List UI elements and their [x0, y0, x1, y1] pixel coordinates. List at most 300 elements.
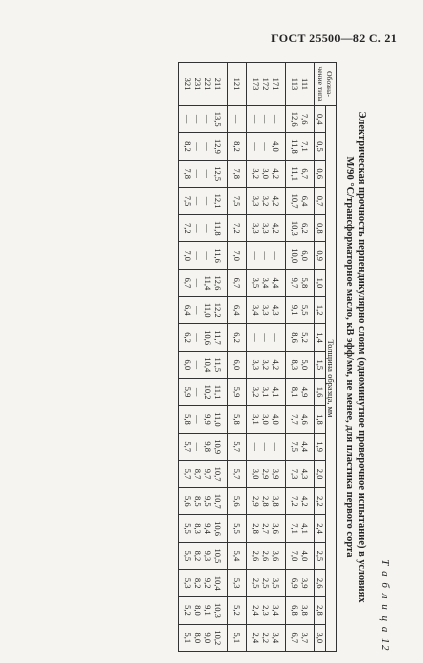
strength-value: —	[193, 114, 203, 124]
strength-value: 8,2	[193, 550, 203, 562]
strength-value: 6,2	[300, 223, 310, 234]
type-code: 171	[271, 77, 281, 91]
value-cell	[228, 160, 247, 187]
strength-value: 11,0	[203, 302, 213, 318]
value-cell	[247, 187, 286, 214]
strength-value: 3,5	[271, 577, 281, 589]
type-code: 221	[203, 77, 213, 91]
strength-value: 7,0	[232, 250, 242, 261]
thickness-header: 0,4	[315, 106, 326, 133]
strength-value: 2,3	[261, 605, 271, 616]
value-cell	[286, 351, 315, 378]
strength-value: 6,0	[183, 359, 193, 371]
value-cell	[228, 106, 247, 133]
strength-value: 10,7	[213, 466, 223, 482]
value-cell	[228, 406, 247, 433]
strength-value: 2,2	[261, 632, 271, 644]
strength-value: —	[193, 333, 203, 342]
strength-value: 7,1	[300, 141, 310, 152]
value-cell	[179, 378, 228, 405]
value-cell	[179, 624, 228, 651]
strength-value: 5,7	[232, 468, 242, 480]
strength-value: 11,4	[203, 275, 213, 291]
strength-value: 5,7	[183, 468, 193, 480]
strength-value: —	[271, 251, 281, 260]
strength-value: 10,6	[203, 330, 213, 345]
strength-value: 11,0	[213, 412, 223, 427]
strength-value: 13,5	[213, 111, 223, 127]
strength-value: 4,4	[300, 441, 310, 453]
strength-value: 6,2	[183, 332, 193, 343]
strength-value: 3,4	[271, 605, 281, 616]
type-code: 172	[261, 77, 271, 91]
strength-value: 10,4	[203, 357, 213, 373]
value-cell	[228, 488, 247, 515]
value-cell	[247, 488, 286, 515]
strength-value: 7,2	[183, 223, 193, 234]
strength-value: 7,6	[300, 113, 310, 125]
strength-value: 5,5	[183, 550, 193, 562]
value-cell	[247, 406, 286, 433]
thickness-header: 0,5	[315, 133, 326, 160]
thickness-header: 0,6	[315, 160, 326, 187]
thickness-header: 2,8	[315, 597, 326, 624]
strength-value: —	[251, 142, 261, 151]
strength-value: 4,2	[271, 195, 281, 207]
value-cell	[228, 269, 247, 296]
value-cell	[228, 597, 247, 624]
strength-value: 3,2	[251, 386, 261, 398]
value-cell	[179, 133, 228, 160]
value-cell	[247, 433, 286, 460]
value-cell	[286, 406, 315, 433]
strength-value: 3,6	[271, 550, 281, 562]
strength-value: 6,0	[300, 250, 310, 261]
strength-value: —	[251, 114, 261, 124]
value-cell	[179, 269, 228, 296]
strength-value: 3,3	[261, 223, 271, 234]
value-cell	[286, 133, 315, 160]
value-cell	[286, 324, 315, 351]
strength-value: 11,8	[213, 221, 223, 236]
value-cell	[286, 106, 315, 133]
page-header: ГОСТ 25500—82 С. 21	[271, 31, 397, 45]
thickness-header: 2,6	[315, 570, 326, 597]
value-cell	[286, 597, 315, 624]
strength-value: 4,9	[300, 386, 310, 398]
strength-value: 5,7	[232, 441, 242, 453]
value-cell	[286, 215, 315, 242]
value-cell	[179, 570, 228, 597]
strength-value: 11,1	[290, 166, 300, 182]
value-cell	[228, 542, 247, 569]
value-cell	[228, 515, 247, 542]
strength-value: 4,0	[300, 550, 310, 562]
strength-value: 3,0	[251, 468, 261, 480]
strength-value: 9,3	[203, 550, 213, 562]
strength-value: 2,6	[261, 550, 271, 562]
thickness-header: 1,8	[315, 406, 326, 433]
strength-value: —	[261, 142, 271, 151]
strength-value: —	[203, 251, 213, 260]
strength-value: 9,4	[203, 523, 213, 534]
strength-value: 10,7	[290, 193, 300, 209]
strength-value: 5,5	[183, 523, 193, 534]
strength-value: 8,1	[290, 386, 300, 398]
strength-value: 5,0	[300, 359, 310, 371]
value-cell	[286, 297, 315, 324]
strength-value: —	[193, 278, 203, 288]
strength-value: 2,5	[251, 577, 261, 589]
value-cell	[179, 297, 228, 324]
value-cell	[179, 542, 228, 569]
strength-value: 5,7	[183, 441, 193, 453]
strength-value: —	[261, 251, 271, 260]
value-cell	[228, 215, 247, 242]
strength-value: 5,2	[232, 605, 242, 616]
strength-value: 6,7	[183, 277, 193, 289]
strength-value: 6,4	[183, 304, 193, 316]
strength-value: 5,9	[183, 386, 193, 398]
strength-value: 8,2	[183, 141, 193, 152]
strength-value: 8,0	[193, 605, 203, 616]
strength-value: 8,6	[290, 332, 300, 343]
strength-value: 10,4	[213, 575, 223, 591]
value-cell	[286, 570, 315, 597]
type-codes-cell	[228, 63, 247, 106]
strength-value: 3,1	[261, 386, 271, 398]
strength-value: 2,8	[261, 495, 271, 507]
strength-value: 2,9	[261, 468, 271, 480]
strength-value: 4,2	[271, 168, 281, 180]
strength-value: 9,8	[203, 441, 213, 453]
strength-value: 3,2	[251, 168, 261, 180]
strength-value: 10,3	[213, 603, 223, 618]
value-cell	[286, 160, 315, 187]
strength-value: —	[271, 333, 281, 342]
strength-value: 2,9	[251, 495, 261, 507]
rotated-table-block	[35, 62, 395, 652]
strength-value: 3,0	[261, 168, 271, 180]
value-cell	[179, 242, 228, 269]
strength-value: 9,9	[203, 414, 213, 425]
value-cell	[228, 624, 247, 651]
value-cell	[179, 324, 228, 351]
strength-value: 3,7	[300, 632, 310, 644]
value-cell	[247, 297, 286, 324]
strength-value: 6,9	[290, 577, 300, 589]
strength-value: 9,1	[203, 605, 213, 616]
table-number: Т а б л и ц а 12	[379, 559, 391, 652]
strength-value: —	[203, 169, 213, 178]
thickness-header: 0,7	[315, 187, 326, 214]
strength-value: 4,1	[271, 386, 281, 398]
type-codes-cell	[179, 63, 228, 106]
strength-value: 3,3	[251, 195, 261, 207]
strength-value: 4,6	[300, 414, 310, 425]
strength-value: 2,5	[261, 577, 271, 589]
value-cell	[179, 488, 228, 515]
table-row	[286, 63, 315, 652]
strength-value: 5,3	[183, 577, 193, 589]
strength-value: 11,5	[213, 357, 223, 373]
strength-value: 10,0	[290, 248, 300, 264]
value-cell	[228, 433, 247, 460]
value-cell	[286, 515, 315, 542]
strength-value: 6,7	[300, 168, 310, 180]
value-cell	[228, 324, 247, 351]
strength-value: 2,6	[251, 550, 261, 562]
strength-value: 7,0	[290, 550, 300, 562]
table-title	[343, 62, 367, 652]
strength-value: 7,5	[290, 441, 300, 453]
strength-value: 3,9	[271, 468, 281, 480]
strength-value: 3,0	[261, 414, 271, 425]
strength-value: —	[193, 387, 203, 397]
value-cell	[247, 460, 286, 487]
value-cell	[247, 215, 286, 242]
strength-value: 7,2	[290, 495, 300, 507]
strength-value: —	[271, 442, 281, 451]
strength-value: —	[203, 114, 213, 124]
strength-value: 9,0	[203, 632, 213, 644]
strength-value: 2,4	[251, 632, 261, 644]
strength-value: 5,6	[183, 495, 193, 507]
strength-value: 8,3	[193, 523, 203, 534]
table-title-line2: М/90 °С/трансформаторное масло, кВ эфф/мм, не менее, для пластика первого сорта	[344, 156, 355, 558]
strength-value: 6,8	[290, 605, 300, 616]
value-cell	[286, 269, 315, 296]
strength-value: 5,2	[183, 605, 193, 616]
strength-value: 4,3	[300, 468, 310, 480]
value-cell	[247, 351, 286, 378]
value-cell	[247, 133, 286, 160]
strength-value: 4,2	[300, 495, 310, 507]
strength-value: 10,6	[213, 521, 223, 537]
value-cell	[228, 378, 247, 405]
strength-value: 8,2	[193, 577, 203, 589]
value-cell	[286, 460, 315, 487]
type-code: 211	[213, 77, 223, 91]
strength-value: 2,7	[261, 523, 271, 534]
table-body	[179, 63, 315, 652]
strength-value: 3,2	[261, 195, 271, 207]
strength-value: —	[193, 224, 203, 233]
strength-value: 10,3	[290, 220, 300, 236]
strength-value: 3,4	[261, 277, 271, 289]
strength-value: 6,2	[232, 332, 242, 343]
strength-value: —	[193, 169, 203, 178]
value-cell	[228, 351, 247, 378]
strength-value: —	[203, 224, 213, 233]
strength-value: 12,9	[213, 139, 223, 154]
strength-value: 4,2	[271, 223, 281, 234]
thickness-header: 1,9	[315, 433, 326, 460]
strength-value: 3,4	[271, 632, 281, 644]
table-row	[179, 63, 228, 652]
strength-value: 9,7	[203, 468, 213, 480]
type-code: 113	[290, 77, 300, 91]
value-cell	[179, 187, 228, 214]
strength-value: 5,3	[232, 577, 242, 589]
type-code: 121	[232, 77, 242, 91]
strength-value: —	[193, 305, 203, 315]
value-cell	[179, 106, 228, 133]
strength-value: 9,7	[290, 277, 300, 289]
strength-value: 10,2	[203, 384, 213, 400]
strength-value: 5,5	[300, 304, 310, 316]
strength-value: —	[193, 415, 203, 424]
strength-value: 4,0	[271, 414, 281, 425]
type-code: 231	[193, 77, 203, 91]
value-cell	[179, 460, 228, 487]
type-column-header: Обозна-чение типа	[315, 63, 337, 106]
strength-value: —	[261, 333, 271, 342]
strength-value: 4,0	[271, 141, 281, 152]
strength-value: —	[251, 333, 261, 342]
thickness-header: 2,4	[315, 515, 326, 542]
value-cell	[247, 515, 286, 542]
table-row	[228, 63, 247, 652]
strength-value: 5,4	[232, 550, 242, 562]
type-code: 111	[300, 77, 310, 91]
strength-value: 2,4	[251, 605, 261, 616]
value-cell	[247, 106, 286, 133]
strength-value: 7,1	[290, 523, 300, 534]
value-cell	[228, 187, 247, 214]
strength-value: 7,5	[232, 195, 242, 207]
strength-value: 5,5	[232, 523, 242, 534]
strength-value: —	[203, 142, 213, 151]
strength-value: 9,1	[290, 304, 300, 316]
data-table	[178, 62, 337, 652]
value-cell	[228, 133, 247, 160]
thickness-header: 2,5	[315, 542, 326, 569]
value-cell	[286, 242, 315, 269]
value-cell	[247, 324, 286, 351]
thickness-header: 0,9	[315, 242, 326, 269]
strength-value: —	[203, 196, 213, 206]
type-code: 321	[183, 77, 193, 91]
value-cell	[179, 515, 228, 542]
table-row	[247, 63, 286, 652]
value-cell	[286, 624, 315, 651]
value-cell	[179, 597, 228, 624]
strength-value: 7,0	[183, 250, 193, 261]
strength-value: 3,8	[300, 605, 310, 616]
thickness-header-row	[315, 63, 326, 652]
strength-value: 8,3	[290, 359, 300, 371]
value-cell	[247, 269, 286, 296]
strength-value: 6,7	[290, 632, 300, 644]
strength-value: 12,1	[213, 193, 223, 209]
strength-value: —	[232, 114, 242, 124]
strength-value: 5,6	[232, 495, 242, 507]
strength-value: 6,7	[232, 277, 242, 289]
value-cell	[228, 297, 247, 324]
strength-value: 3,5	[251, 277, 261, 289]
value-cell	[286, 378, 315, 405]
strength-value: 12,5	[213, 166, 223, 182]
value-cell	[228, 460, 247, 487]
strength-value: 6,0	[232, 359, 242, 371]
strength-value: 9,2	[203, 577, 213, 589]
strength-value: 7,3	[290, 468, 300, 480]
strength-value: —	[193, 251, 203, 260]
strength-value: 10,2	[213, 630, 223, 646]
strength-value: 11,1	[213, 384, 223, 400]
thickness-header: 0,8	[315, 215, 326, 242]
strength-value: 7,7	[290, 414, 300, 425]
value-cell	[179, 433, 228, 460]
strength-value: 5,8	[183, 414, 193, 425]
strength-value: 6,4	[300, 195, 310, 207]
strength-value: —	[183, 114, 193, 124]
value-cell	[228, 242, 247, 269]
thickness-group-header: Толщина образца, мм	[326, 106, 337, 652]
strength-value: 11,6	[213, 248, 223, 263]
strength-value: 10,9	[213, 439, 223, 455]
value-cell	[247, 624, 286, 651]
strength-value: 3,3	[251, 223, 261, 234]
strength-value: 5,2	[300, 332, 310, 343]
strength-value: 8,5	[193, 495, 203, 507]
value-cell	[179, 215, 228, 242]
strength-value: 5,1	[183, 632, 193, 644]
strength-value: 4,3	[271, 304, 281, 316]
strength-value: —	[261, 442, 271, 451]
strength-value: 8,7	[193, 468, 203, 480]
value-cell	[247, 242, 286, 269]
thickness-header: 3,0	[315, 624, 326, 651]
thickness-header: 1,4	[315, 324, 326, 351]
strength-value: 12,2	[213, 302, 223, 318]
strength-value: 8,0	[193, 632, 203, 644]
value-cell	[247, 597, 286, 624]
thickness-header: 1,0	[315, 269, 326, 296]
strength-value: 3,3	[261, 304, 271, 316]
strength-value: 7,8	[232, 168, 242, 180]
value-cell	[286, 433, 315, 460]
strength-value: 2,8	[251, 523, 261, 534]
type-code: 173	[251, 77, 261, 91]
strength-value: —	[271, 114, 281, 124]
strength-value: 3,4	[251, 304, 261, 316]
strength-value: 8,2	[232, 141, 242, 152]
strength-value: —	[251, 251, 261, 260]
value-cell	[179, 351, 228, 378]
value-cell	[228, 570, 247, 597]
thickness-header: 1,2	[315, 297, 326, 324]
strength-value: —	[261, 114, 271, 124]
strength-value: 12,6	[213, 275, 223, 291]
strength-value: 6,4	[232, 304, 242, 316]
strength-value: 3,2	[261, 359, 271, 371]
thickness-header: 2,2	[315, 488, 326, 515]
strength-value: 3,6	[271, 523, 281, 534]
value-cell	[179, 160, 228, 187]
value-cell	[179, 406, 228, 433]
strength-value: 10,5	[213, 548, 223, 564]
value-cell	[286, 542, 315, 569]
strength-value: 3,1	[251, 414, 261, 425]
strength-value: 4,4	[271, 277, 281, 289]
strength-value: —	[193, 360, 203, 370]
strength-value: —	[193, 196, 203, 206]
strength-value: —	[193, 442, 203, 451]
value-cell	[247, 378, 286, 405]
strength-value: 5,8	[232, 414, 242, 425]
